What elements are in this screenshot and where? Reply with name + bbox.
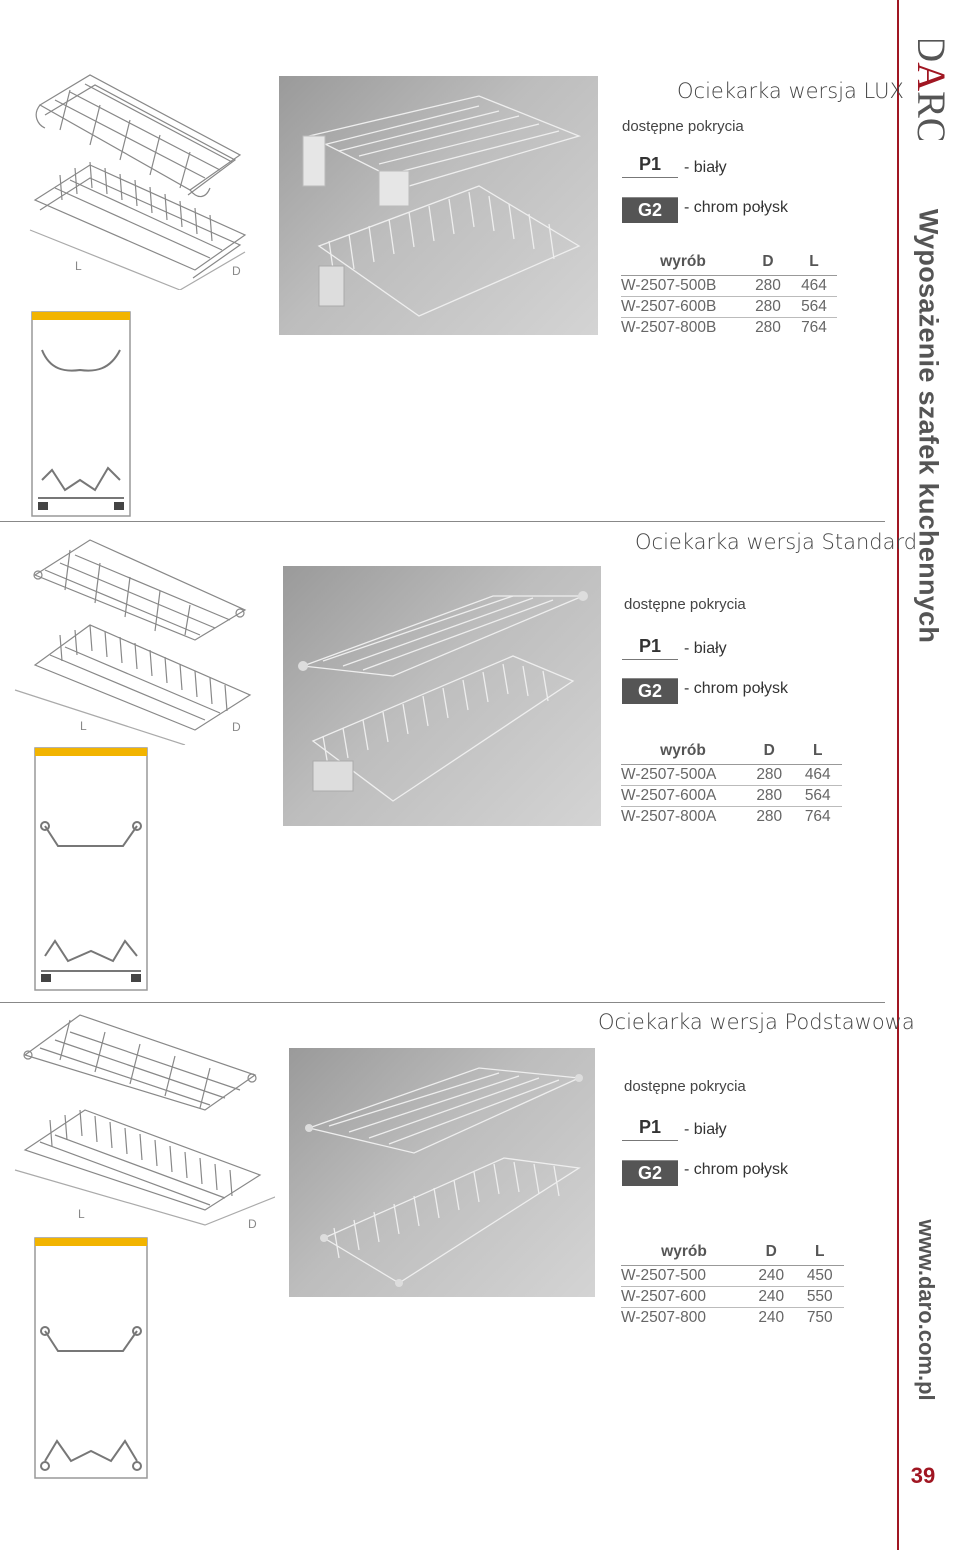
table-row — [621, 807, 842, 828]
table-row — [621, 1308, 844, 1329]
row-code: W-2507-500A — [621, 765, 745, 786]
section-title: Ociekarka wersja Standard — [635, 530, 918, 554]
section-divider — [0, 1002, 885, 1003]
daro-logo — [902, 40, 954, 140]
row-l: 564 — [791, 297, 837, 318]
section-divider — [0, 521, 885, 522]
section-title: Ociekarka wersja Podstawowa — [598, 1010, 915, 1034]
podstawowa-product-photo — [289, 1048, 595, 1297]
dim-label-l: L — [78, 1207, 85, 1221]
row-d: 280 — [755, 319, 781, 336]
row-code: W-2507-500B — [621, 276, 745, 297]
row-l: 464 — [791, 276, 837, 297]
dim-label-d: D — [248, 1217, 257, 1230]
lux-product-photo — [279, 76, 598, 335]
row-code: W-2507-600A — [621, 786, 745, 807]
row-l: 464 — [794, 765, 843, 786]
row-d: 280 — [745, 276, 791, 297]
row-l: 764 — [801, 319, 827, 336]
col-header-product: wyrób — [621, 1243, 747, 1266]
lux-cabinet-diagram — [30, 310, 132, 518]
row-l: 550 — [796, 1287, 845, 1308]
dim-label-l: L — [80, 719, 87, 733]
row-code: W-2507-800B — [621, 319, 717, 336]
table-row — [621, 1287, 844, 1308]
sidebar-divider — [897, 0, 899, 1550]
table-row — [621, 297, 837, 318]
col-header-l: L — [791, 253, 837, 276]
lux-technical-drawing — [10, 60, 260, 290]
sidebar-title: Wyposażenie szafek kuchennych — [913, 208, 944, 644]
table-row — [621, 318, 837, 339]
coating-label: dostępne pokrycia — [622, 118, 744, 135]
coating-badge-g2: G2 — [622, 1160, 678, 1186]
podstawowa-cabinet-diagram — [33, 1236, 149, 1480]
col-header-product: wyrób — [621, 742, 745, 765]
row-l: 764 — [804, 808, 831, 825]
col-header-l: L — [796, 1243, 845, 1266]
row-code: W-2507-800 — [621, 1309, 707, 1326]
dim-label-d: D — [232, 264, 241, 278]
podstawowa-spec-table — [621, 1243, 844, 1328]
coating-badge-p1: P1 — [622, 633, 678, 660]
standard-cabinet-diagram — [33, 746, 149, 992]
coating-label: dostępne pokrycia — [624, 596, 746, 613]
col-header-d: D — [745, 253, 791, 276]
row-l: 450 — [796, 1266, 845, 1287]
coating-text-chrome: - chrom połysk — [684, 680, 789, 697]
row-d: 240 — [747, 1287, 796, 1308]
coating-badge-g2: G2 — [622, 197, 678, 223]
table-row — [621, 1266, 844, 1287]
table-row — [621, 786, 842, 807]
row-d: 280 — [745, 786, 794, 807]
row-code: W-2507-600B — [621, 297, 745, 318]
row-d: 280 — [745, 297, 791, 318]
coating-badge-p1: P1 — [622, 151, 678, 178]
col-header-d: D — [747, 1243, 796, 1266]
standard-spec-table — [621, 742, 842, 827]
lux-spec-table — [621, 253, 837, 338]
coating-badge-p1: P1 — [622, 1114, 678, 1141]
section-title: Ociekarka wersja LUX — [677, 79, 904, 103]
standard-technical-drawing — [10, 535, 260, 745]
table-row — [621, 765, 842, 786]
dim-label-d: D — [232, 720, 241, 734]
podstawowa-technical-drawing — [10, 1010, 275, 1230]
page-number: 39 — [910, 1463, 936, 1488]
row-d: 280 — [756, 808, 783, 825]
coating-text-chrome: - chrom połysk — [684, 199, 789, 216]
dim-label-l: L — [75, 259, 82, 273]
row-l: 564 — [794, 786, 843, 807]
row-code: W-2507-800A — [621, 808, 717, 825]
row-d: 240 — [758, 1309, 785, 1326]
coating-text-white: - biały — [684, 159, 727, 176]
row-d: 280 — [745, 765, 794, 786]
coating-label: dostępne pokrycia — [624, 1078, 746, 1095]
coating-text-white: - biały — [684, 640, 727, 657]
row-d: 240 — [747, 1266, 796, 1287]
col-header-l: L — [794, 742, 843, 765]
table-row — [621, 276, 837, 297]
svg-text:DARO: DARO — [909, 40, 954, 140]
standard-product-photo — [283, 566, 601, 826]
col-header-d: D — [745, 742, 794, 765]
coating-text-white: - biały — [684, 1121, 727, 1138]
row-l: 750 — [806, 1309, 833, 1326]
coating-badge-g2: G2 — [622, 678, 678, 704]
row-code: W-2507-500 — [621, 1266, 747, 1287]
col-header-product: wyrób — [621, 253, 745, 276]
row-code: W-2507-600 — [621, 1287, 747, 1308]
coating-text-chrome: - chrom połysk — [684, 1161, 789, 1178]
website-url[interactable]: www.daro.com.pl — [914, 1219, 939, 1401]
